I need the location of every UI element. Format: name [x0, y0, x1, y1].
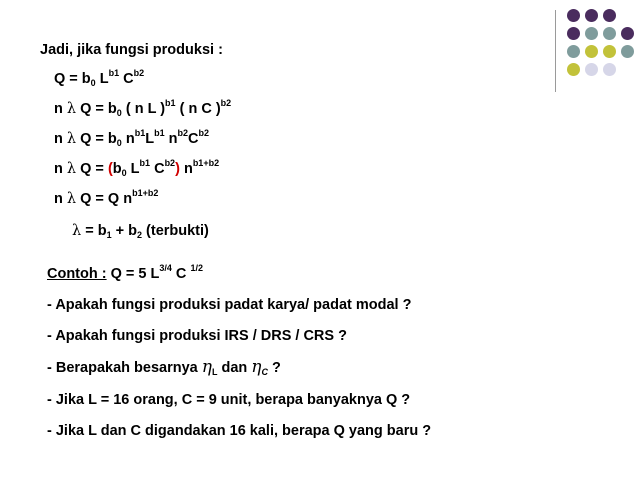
equation-4: n λ $Q = (b_0$ $L^{b1}$ $C^{b2}$) $n^{b1+b2}$: [54, 158, 220, 178]
deco-dot: [603, 63, 616, 76]
deco-dot: [603, 9, 616, 22]
deco-dot: [621, 45, 634, 58]
question-4: - Jika L = 16 orang, C = 9 unit, berapa banyaknya Q ?: [47, 392, 411, 408]
equation-5: n λ Q = Q $n^{b1+b2}$: [54, 188, 159, 207]
deco-dot: [603, 27, 616, 40]
question-3: - Berapakah besarnya $\eta_L$ dan $\eta_C$ ?: [47, 357, 281, 377]
lambda-symbol: λ: [66, 131, 77, 147]
question-2: - Apakah fungsi produksi IRS / DRS / CRS ?: [47, 328, 347, 344]
deco-dot: [567, 9, 580, 22]
example-line: Contoh : Q = 5 $L^{3/4}$ C $^{1/2}$: [47, 263, 203, 282]
deco-dot: [585, 27, 598, 40]
divider-line: [555, 10, 556, 92]
deco-dot: [621, 27, 634, 40]
example-label: Contoh :: [47, 266, 107, 282]
equation-2: n λ $Q = b_0$ ( n L )$^{b1}$ ( n C )$^{b2}$: [54, 98, 232, 118]
lambda-symbol: λ: [72, 223, 82, 239]
lambda-symbol: λ: [66, 101, 77, 117]
equation-3: n λ $Q = b_0$ $n^{b1}L^{b1}$ $n^{b2}C^{b2}$: [54, 128, 209, 148]
deco-dot: [567, 63, 580, 76]
lambda-symbol: λ: [66, 191, 77, 207]
eta-symbol: η: [201, 357, 212, 377]
question-5: - Jika L dan C digandakan 16 kali, berapa Q yang baru ?: [47, 423, 432, 439]
equation-1: $Q = b_0$ $L^{b1}$ $C^{b2}$: [54, 68, 145, 88]
deco-dot: [585, 63, 598, 76]
lambda-symbol: λ: [66, 161, 77, 177]
deco-dot: [567, 45, 580, 58]
deco-dot: [585, 45, 598, 58]
eta-symbol: η: [251, 357, 262, 377]
question-1: - Apakah fungsi produksi padat karya/ padat modal ?: [47, 297, 412, 313]
deco-dot: [585, 9, 598, 22]
deco-dot: [567, 27, 580, 40]
deco-dot: [603, 45, 616, 58]
heading: Jadi, jika fungsi produksi :: [40, 42, 223, 58]
equation-6: $\lambda = b_1 + b_2$ (terbukti): [72, 223, 209, 240]
